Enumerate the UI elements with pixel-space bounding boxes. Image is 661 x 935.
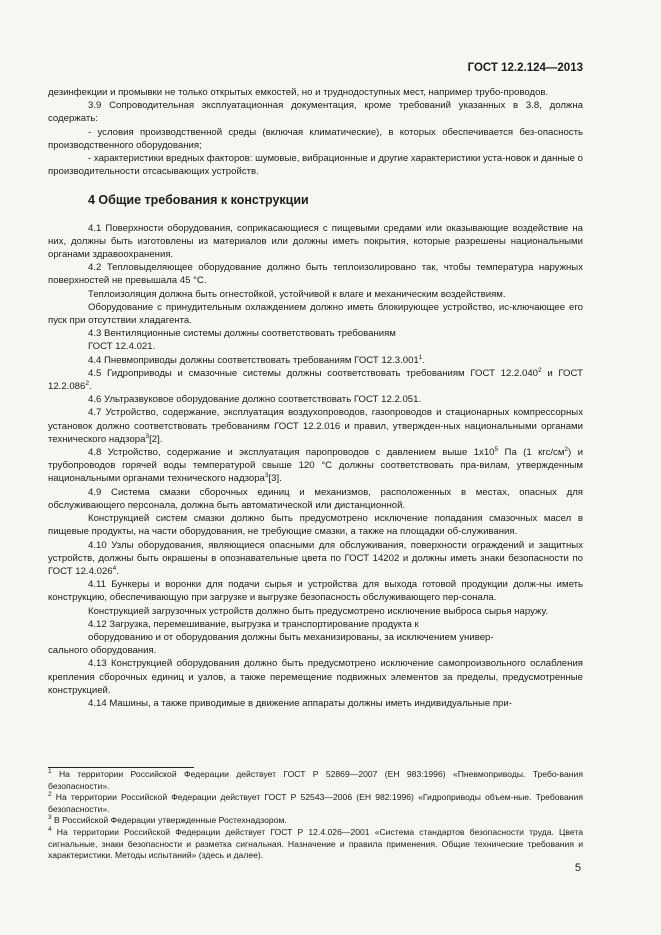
clause-4-6: 4.6 Ультразвуковое оборудование должно соответствовать ГОСТ 12.2.051. <box>88 394 422 406</box>
paragraph: дезинфекции и промывки не только открытых емкостей, но и труднодоступных мест, например трубо-проводов. <box>48 87 549 98</box>
section-heading: 4 Общие требования к конструкции <box>88 193 309 208</box>
clause-3-9: 3.9 Сопроводительная эксплуатационная документация, кроме требований указанных в 3.8, должна содержать: <box>48 100 583 125</box>
clause-4-3: 4.3 Вентиляционные системы должны соответствовать требованиям <box>88 328 396 340</box>
document-body <box>48 86 583 710</box>
paragraph: оборудованию и от оборудования должны быть механизированы, за исключением универ- <box>88 631 494 643</box>
document-header: ГОСТ 12.2.124—2013 <box>467 62 583 74</box>
clause-4-5: 4.5 Гидроприводы и смазочные системы должны соответствовать требованиям ГОСТ 12.2.040$^2$ и ГОСТ 12.2.086$^2$. <box>48 366 583 393</box>
clause-4-9: 4.9 Система смазки сборочных единиц и механизмов, расположенных в местах, опасных для обслуживающего персонала, должна быть автоматической или дистанционной. <box>48 486 583 511</box>
paragraph: Оборудование с принудительным охлаждением должно иметь блокирующее устройство, ис-ключающее его пуск при отсутствии хладагента. <box>48 301 583 327</box>
footnote-divider <box>48 767 194 768</box>
paragraph: Теплоизоляция должна быть огнестойкой, устойчивой к влаге и механическим воздействиям. <box>88 288 506 300</box>
paragraph: сального оборудования. <box>48 645 157 657</box>
paragraph: Конструкцией загрузочных устройств должно быть предусмотрено исключение выброса сырья наружу. <box>88 605 549 617</box>
clause-4-10: 4.10 Узлы оборудования, являющиеся опасными для обслуживания, поверхности ограждений и защитных устройств, должны быть окрашены в опознавательные цвета по ГОСТ 14202 и должны иметь знаки безопасности по ГОСТ 12.4.026$^4$. <box>48 539 583 577</box>
paragraph: Конструкцией систем смазки должно быть предусмотрено исключение попадания смазочных масел в пищевые продукты, на части оборудования, не требующие смазки, а также на площадки об-служивания. <box>48 513 583 538</box>
list-item: - условия производственной среды (включая климатические), в которых обеспечивается без-опасность производственного оборудования; <box>48 126 583 151</box>
footnote: $^3$ В Российской Федерации утвержденные Ростехнадзором. <box>48 814 287 826</box>
footnote: $^2$ На территории Российской Федерации действует ГОСТ Р 52543—2006 (ЕН 982:1996) «Гидроприводы объем-ные. Требования безопасности». <box>48 791 583 814</box>
footnotes <box>48 769 583 862</box>
list-item: - характеристики вредных факторов: шумовые, вибрационные и другие характеристики уста-новок и данные о производительности отсасывающих устройств. <box>48 153 583 178</box>
clause-4-14: 4.14 Машины, а также приводимые в движение аппараты должны иметь индивидуальные при- <box>88 697 512 709</box>
clause-4-13: 4.13 Конструкцией оборудования должно быть предусмотрено исключение самопроизвольного ослабления крепления сборочных единиц и узлов, а также перемещение подвижных элементов за пределы, предусмотренные конструкцией. <box>48 658 583 696</box>
clause-4-8: 4.8 Устройство, содержание и эксплуатация паропроводов с давлением выше $1х10^5$ Па (1 кгс/$см^2$) и трубопроводов горячей воды температурой свыше 120 °С должны соответствовать пра-вилам, утвержденным национальными органами технического надзора$^3$[3]. <box>48 445 583 485</box>
clause-4-2: 4.2 Тепловыделяющее оборудование должно быть теплоизолировано так, чтобы температура наружных поверхностей не превышала 45 °С. <box>48 262 583 287</box>
clause-4-12: 4.12 Загрузка, перемешивание, выгрузка и транспортирование продукта к <box>88 618 419 630</box>
paragraph: ГОСТ 12.4.021. <box>88 341 156 353</box>
clause-4-1: 4.1 Поверхности оборудования, соприкасающиеся с пищевыми средами или оказывающие воздействие на них, должны быть изготовлены из материалов или должны иметь покрытия, которые разрешены национальными органами здравоохранения. <box>48 222 583 261</box>
footnote: $^4$ На территории Российской Федерации действует ГОСТ Р 12.4.026—2001 «Система стандартов безопасности труда. Цвета сигнальные, знаки безопасности и разметка сигнальная. Назначение и правила применения. Общие технические требования и характеристики. Методы испытаний» (здесь и далее). <box>48 826 583 861</box>
clause-4-7: 4.7 Устройство, содержание, эксплуатация воздухопроводов, газопроводов и стационарных компрессорных установок должно соответствовать требованиям ГОСТ 12.2.016 и правил, утвержден-ных национальными органами технического надзора$^3$[2]. <box>48 407 583 445</box>
page-number: 5 <box>574 862 581 874</box>
clause-4-11: 4.11 Бункеры и воронки для подачи сырья и устройства для выхода готовой продукции долж-ны иметь конструкцию, обеспечивающую при загрузке и выгрузке безопасность обслуживающего пер-сонала. <box>48 579 583 604</box>
footnote: $^1$ На территории Российской Федерации действует ГОСТ Р 52869—2007 (ЕН 983:1996) «Пневмоприводы. Требо-вания безопасности». <box>48 768 583 791</box>
clause-4-4: 4.4 Пневмоприводы должны соответствовать требованиям ГОСТ 12.3.001$^1$. <box>88 353 426 366</box>
